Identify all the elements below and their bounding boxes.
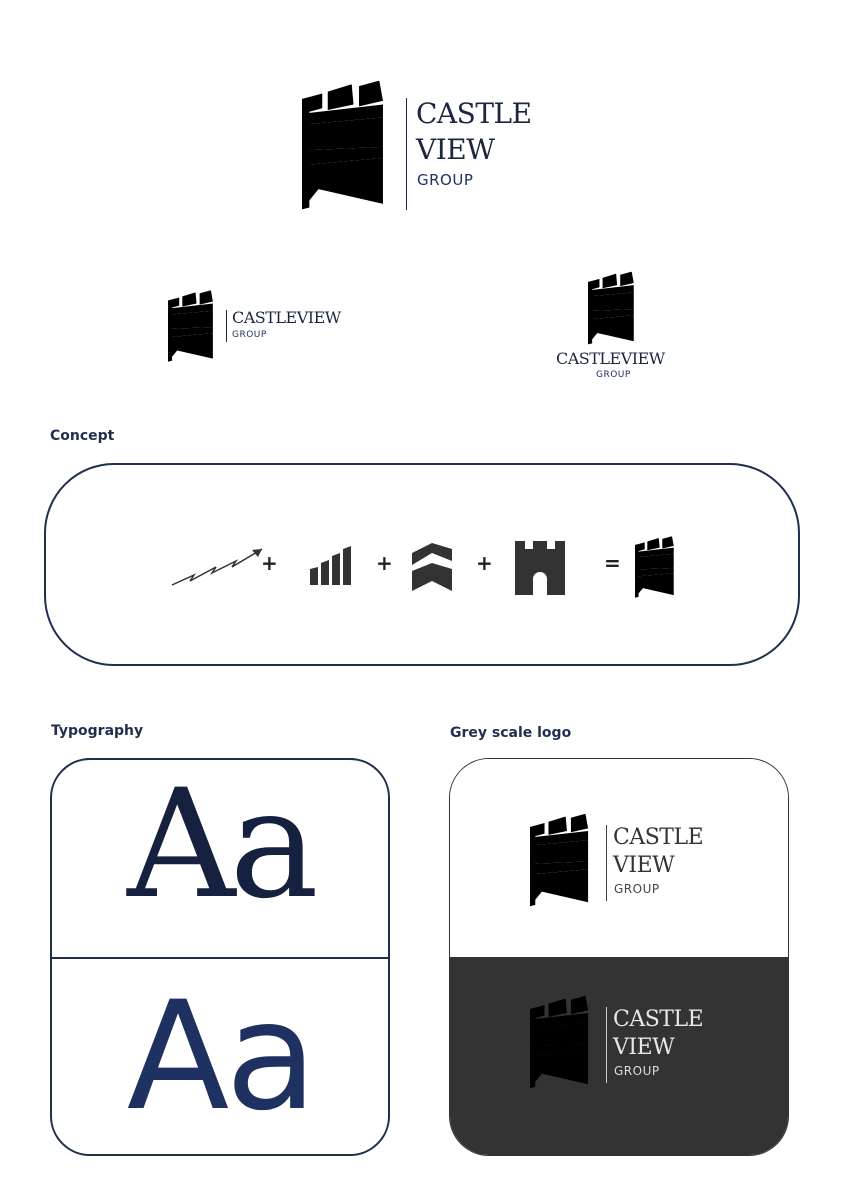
typography-divider xyxy=(52,957,390,959)
logo-divider xyxy=(606,1007,607,1083)
castle-tower-icon xyxy=(513,539,567,597)
logo-sub: GROUP xyxy=(232,330,267,340)
tower-logo-icon xyxy=(302,76,394,214)
typography-heading: Typography xyxy=(51,723,144,739)
logo-name: CASTLEVIEW xyxy=(232,308,341,327)
bar-steps-icon xyxy=(308,545,352,587)
logo-mark-icon xyxy=(635,535,679,599)
plus-operator: + xyxy=(476,551,493,575)
logo-line-group: GROUP xyxy=(614,1064,660,1078)
typography-panel xyxy=(50,758,390,1156)
logo-line-group: GROUP xyxy=(417,171,474,189)
concept-panel xyxy=(44,463,800,666)
equals-operator: = xyxy=(604,551,621,575)
greyscale-heading: Grey scale logo xyxy=(450,725,572,741)
logo-divider xyxy=(226,310,227,342)
chevron-icon xyxy=(410,541,454,593)
plus-operator: + xyxy=(376,551,393,575)
stacked-logo xyxy=(550,270,680,382)
logo-divider xyxy=(606,825,607,901)
greyscale-dark xyxy=(450,957,789,1156)
logo-line-castle: CASTLE xyxy=(613,1007,704,1032)
logo-line-castle: CASTLE xyxy=(613,825,704,850)
logo-line-group: GROUP xyxy=(614,882,660,896)
growth-arrow-icon xyxy=(170,545,266,589)
tower-logo-icon xyxy=(588,270,640,346)
logo-line-view: VIEW xyxy=(613,853,675,878)
logo-line-castle: CASTLE xyxy=(416,97,532,130)
tower-logo-icon xyxy=(530,811,596,909)
greyscale-light xyxy=(450,759,789,957)
serif-sample: Aa xyxy=(127,758,313,932)
logo-line-view: VIEW xyxy=(416,133,495,166)
logo-line-view: VIEW xyxy=(613,1035,675,1060)
tower-logo-icon xyxy=(530,993,596,1091)
concept-heading: Concept xyxy=(50,428,115,444)
greyscale-panel xyxy=(449,758,789,1156)
logo-sub: GROUP xyxy=(596,370,631,380)
primary-logo xyxy=(302,76,552,216)
tower-logo-icon xyxy=(168,288,219,364)
logo-name: CASTLEVIEW xyxy=(556,349,665,368)
horizontal-logo xyxy=(168,288,358,364)
plus-operator: + xyxy=(261,551,278,575)
sans-sample: Aa xyxy=(126,970,314,1144)
logo-divider xyxy=(406,98,407,210)
